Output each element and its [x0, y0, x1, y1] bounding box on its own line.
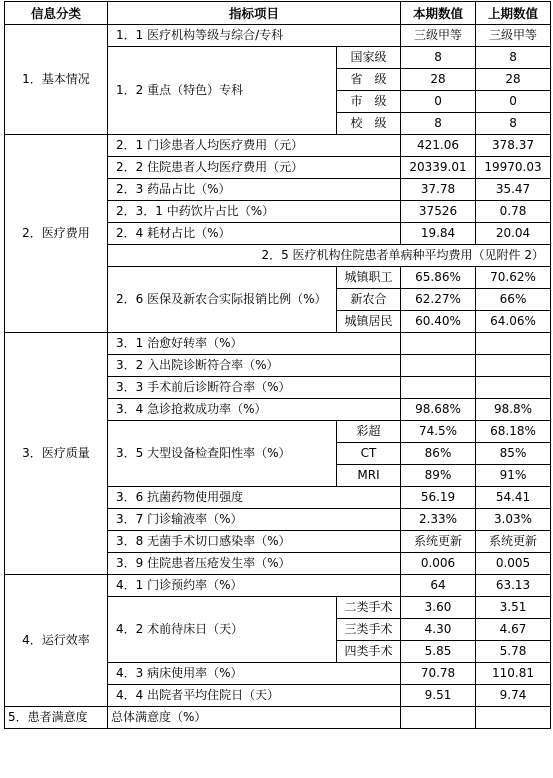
indicator-label: 3．3 手术前后诊断符合率（%）	[108, 377, 401, 399]
indicator-label: 2．1 门诊患者人均医疗费用（元）	[108, 135, 401, 157]
previous-value: 35.47	[476, 179, 551, 201]
category-quality: 3．医疗质量	[5, 333, 108, 575]
previous-value: 8	[476, 47, 551, 69]
previous-value	[476, 355, 551, 377]
previous-value: 0	[476, 91, 551, 113]
sub-label: 国家级	[337, 47, 401, 69]
previous-value: 54.41	[476, 487, 551, 509]
indicator-label: 3．7 门诊输液率（%）	[108, 509, 401, 531]
current-value: 9.51	[401, 685, 476, 707]
current-value: 74.5%	[401, 421, 476, 443]
table-row	[5, 135, 551, 157]
current-value: 37.78	[401, 179, 476, 201]
previous-value: 20.04	[476, 223, 551, 245]
previous-value: 98.8%	[476, 399, 551, 421]
indicator-label: 3．8 无菌手术切口感染率（%）	[108, 531, 401, 553]
current-value	[401, 377, 476, 399]
indicator-label: 3．6 抗菌药物使用强度	[108, 487, 401, 509]
indicator-label: 4．3 病床使用率（%）	[108, 663, 401, 685]
header-indicator: 指标项目	[108, 2, 401, 25]
previous-value: 系统更新	[476, 531, 551, 553]
previous-value: 91%	[476, 465, 551, 487]
current-value: 64	[401, 575, 476, 597]
indicator-label: 2．3 药品占比（%）	[108, 179, 401, 201]
hospital-info-table	[4, 1, 551, 729]
header-current: 本期数值	[401, 2, 476, 25]
current-value: 65.86%	[401, 267, 476, 289]
current-value: 系统更新	[401, 531, 476, 553]
previous-value	[476, 377, 551, 399]
current-value: 20339.01	[401, 157, 476, 179]
previous-value: 64.06%	[476, 311, 551, 333]
sub-label: 二类手术	[337, 597, 401, 619]
sub-label: 彩超	[337, 421, 401, 443]
header-row	[5, 2, 551, 25]
indicator-label: 2．2 住院患者人均医疗费用（元）	[108, 157, 401, 179]
current-value: 60.40%	[401, 311, 476, 333]
current-value: 62.27%	[401, 289, 476, 311]
sub-label: 校 级	[337, 113, 401, 135]
sub-label: 三类手术	[337, 619, 401, 641]
current-value: 8	[401, 113, 476, 135]
previous-value: 70.62%	[476, 267, 551, 289]
previous-value: 19970.03	[476, 157, 551, 179]
current-value: 70.78	[401, 663, 476, 685]
current-value	[401, 707, 476, 729]
sub-label: CT	[337, 443, 401, 465]
previous-value: 63.13	[476, 575, 551, 597]
sub-label: 城镇居民	[337, 311, 401, 333]
current-value: 98.68%	[401, 399, 476, 421]
table-row	[5, 333, 551, 355]
current-value: 4.30	[401, 619, 476, 641]
previous-value: 110.81	[476, 663, 551, 685]
category-cost: 2．医疗费用	[5, 135, 108, 333]
sub-label: 四类手术	[337, 641, 401, 663]
indicator-label: 1．1 医疗机构等级与综合/专科	[108, 25, 401, 47]
indicator-label: 3．4 急诊抢救成功率（%）	[108, 399, 401, 421]
current-value: 421.06	[401, 135, 476, 157]
current-value: 2.33%	[401, 509, 476, 531]
indicator-label: 3．9 住院患者压疮发生率（%）	[108, 553, 401, 575]
sub-label: 城镇职工	[337, 267, 401, 289]
sub-label: 省 级	[337, 69, 401, 91]
indicator-label: 3．2 入出院诊断符合率（%）	[108, 355, 401, 377]
previous-value: 68.18%	[476, 421, 551, 443]
previous-value: 三级甲等	[476, 25, 551, 47]
category-satisfaction: 5．患者满意度	[5, 707, 108, 729]
category-basic: 1．基本情况	[5, 25, 108, 135]
sub-label: 新农合	[337, 289, 401, 311]
header-category: 信息分类	[5, 2, 108, 25]
previous-value: 28	[476, 69, 551, 91]
previous-value: 3.51	[476, 597, 551, 619]
indicator-label: 2．5 医疗机构住院患者单病种平均费用（见附件 2）	[108, 245, 551, 267]
current-value: 28	[401, 69, 476, 91]
table-row	[5, 575, 551, 597]
current-value: 三级甲等	[401, 25, 476, 47]
previous-value: 3.03%	[476, 509, 551, 531]
previous-value	[476, 333, 551, 355]
previous-value: 0.005	[476, 553, 551, 575]
current-value: 56.19	[401, 487, 476, 509]
current-value: 3.60	[401, 597, 476, 619]
header-previous: 上期数值	[476, 2, 551, 25]
indicator-label: 1．2 重点（特色）专科	[108, 47, 337, 135]
current-value: 8	[401, 47, 476, 69]
table-row	[5, 25, 551, 47]
indicator-label: 4．1 门诊预约率（%）	[108, 575, 401, 597]
sub-label: MRI	[337, 465, 401, 487]
indicator-label: 4．4 出院者平均住院日（天）	[108, 685, 401, 707]
current-value: 5.85	[401, 641, 476, 663]
previous-value: 8	[476, 113, 551, 135]
indicator-label: 总体满意度（%）	[108, 707, 401, 729]
previous-value: 0.78	[476, 201, 551, 223]
previous-value: 9.74	[476, 685, 551, 707]
previous-value	[476, 707, 551, 729]
current-value: 86%	[401, 443, 476, 465]
current-value: 37526	[401, 201, 476, 223]
indicator-label: 4．2 术前待床日（天）	[108, 597, 337, 663]
indicator-label: 3．1 治愈好转率（%）	[108, 333, 401, 355]
table-row	[5, 707, 551, 729]
category-efficiency: 4．运行效率	[5, 575, 108, 707]
indicator-label: 2．3．1 中药饮片占比（%）	[108, 201, 401, 223]
previous-value: 85%	[476, 443, 551, 465]
previous-value: 5.78	[476, 641, 551, 663]
sub-label: 市 级	[337, 91, 401, 113]
previous-value: 4.67	[476, 619, 551, 641]
current-value: 19.84	[401, 223, 476, 245]
current-value: 0.006	[401, 553, 476, 575]
indicator-label: 2．4 耗材占比（%）	[108, 223, 401, 245]
indicator-label: 2．6 医保及新农合实际报销比例（%）	[108, 267, 337, 333]
current-value	[401, 355, 476, 377]
current-value	[401, 333, 476, 355]
indicator-label: 3．5 大型设备检查阳性率（%）	[108, 421, 337, 487]
current-value: 89%	[401, 465, 476, 487]
previous-value: 66%	[476, 289, 551, 311]
previous-value: 378.37	[476, 135, 551, 157]
current-value: 0	[401, 91, 476, 113]
